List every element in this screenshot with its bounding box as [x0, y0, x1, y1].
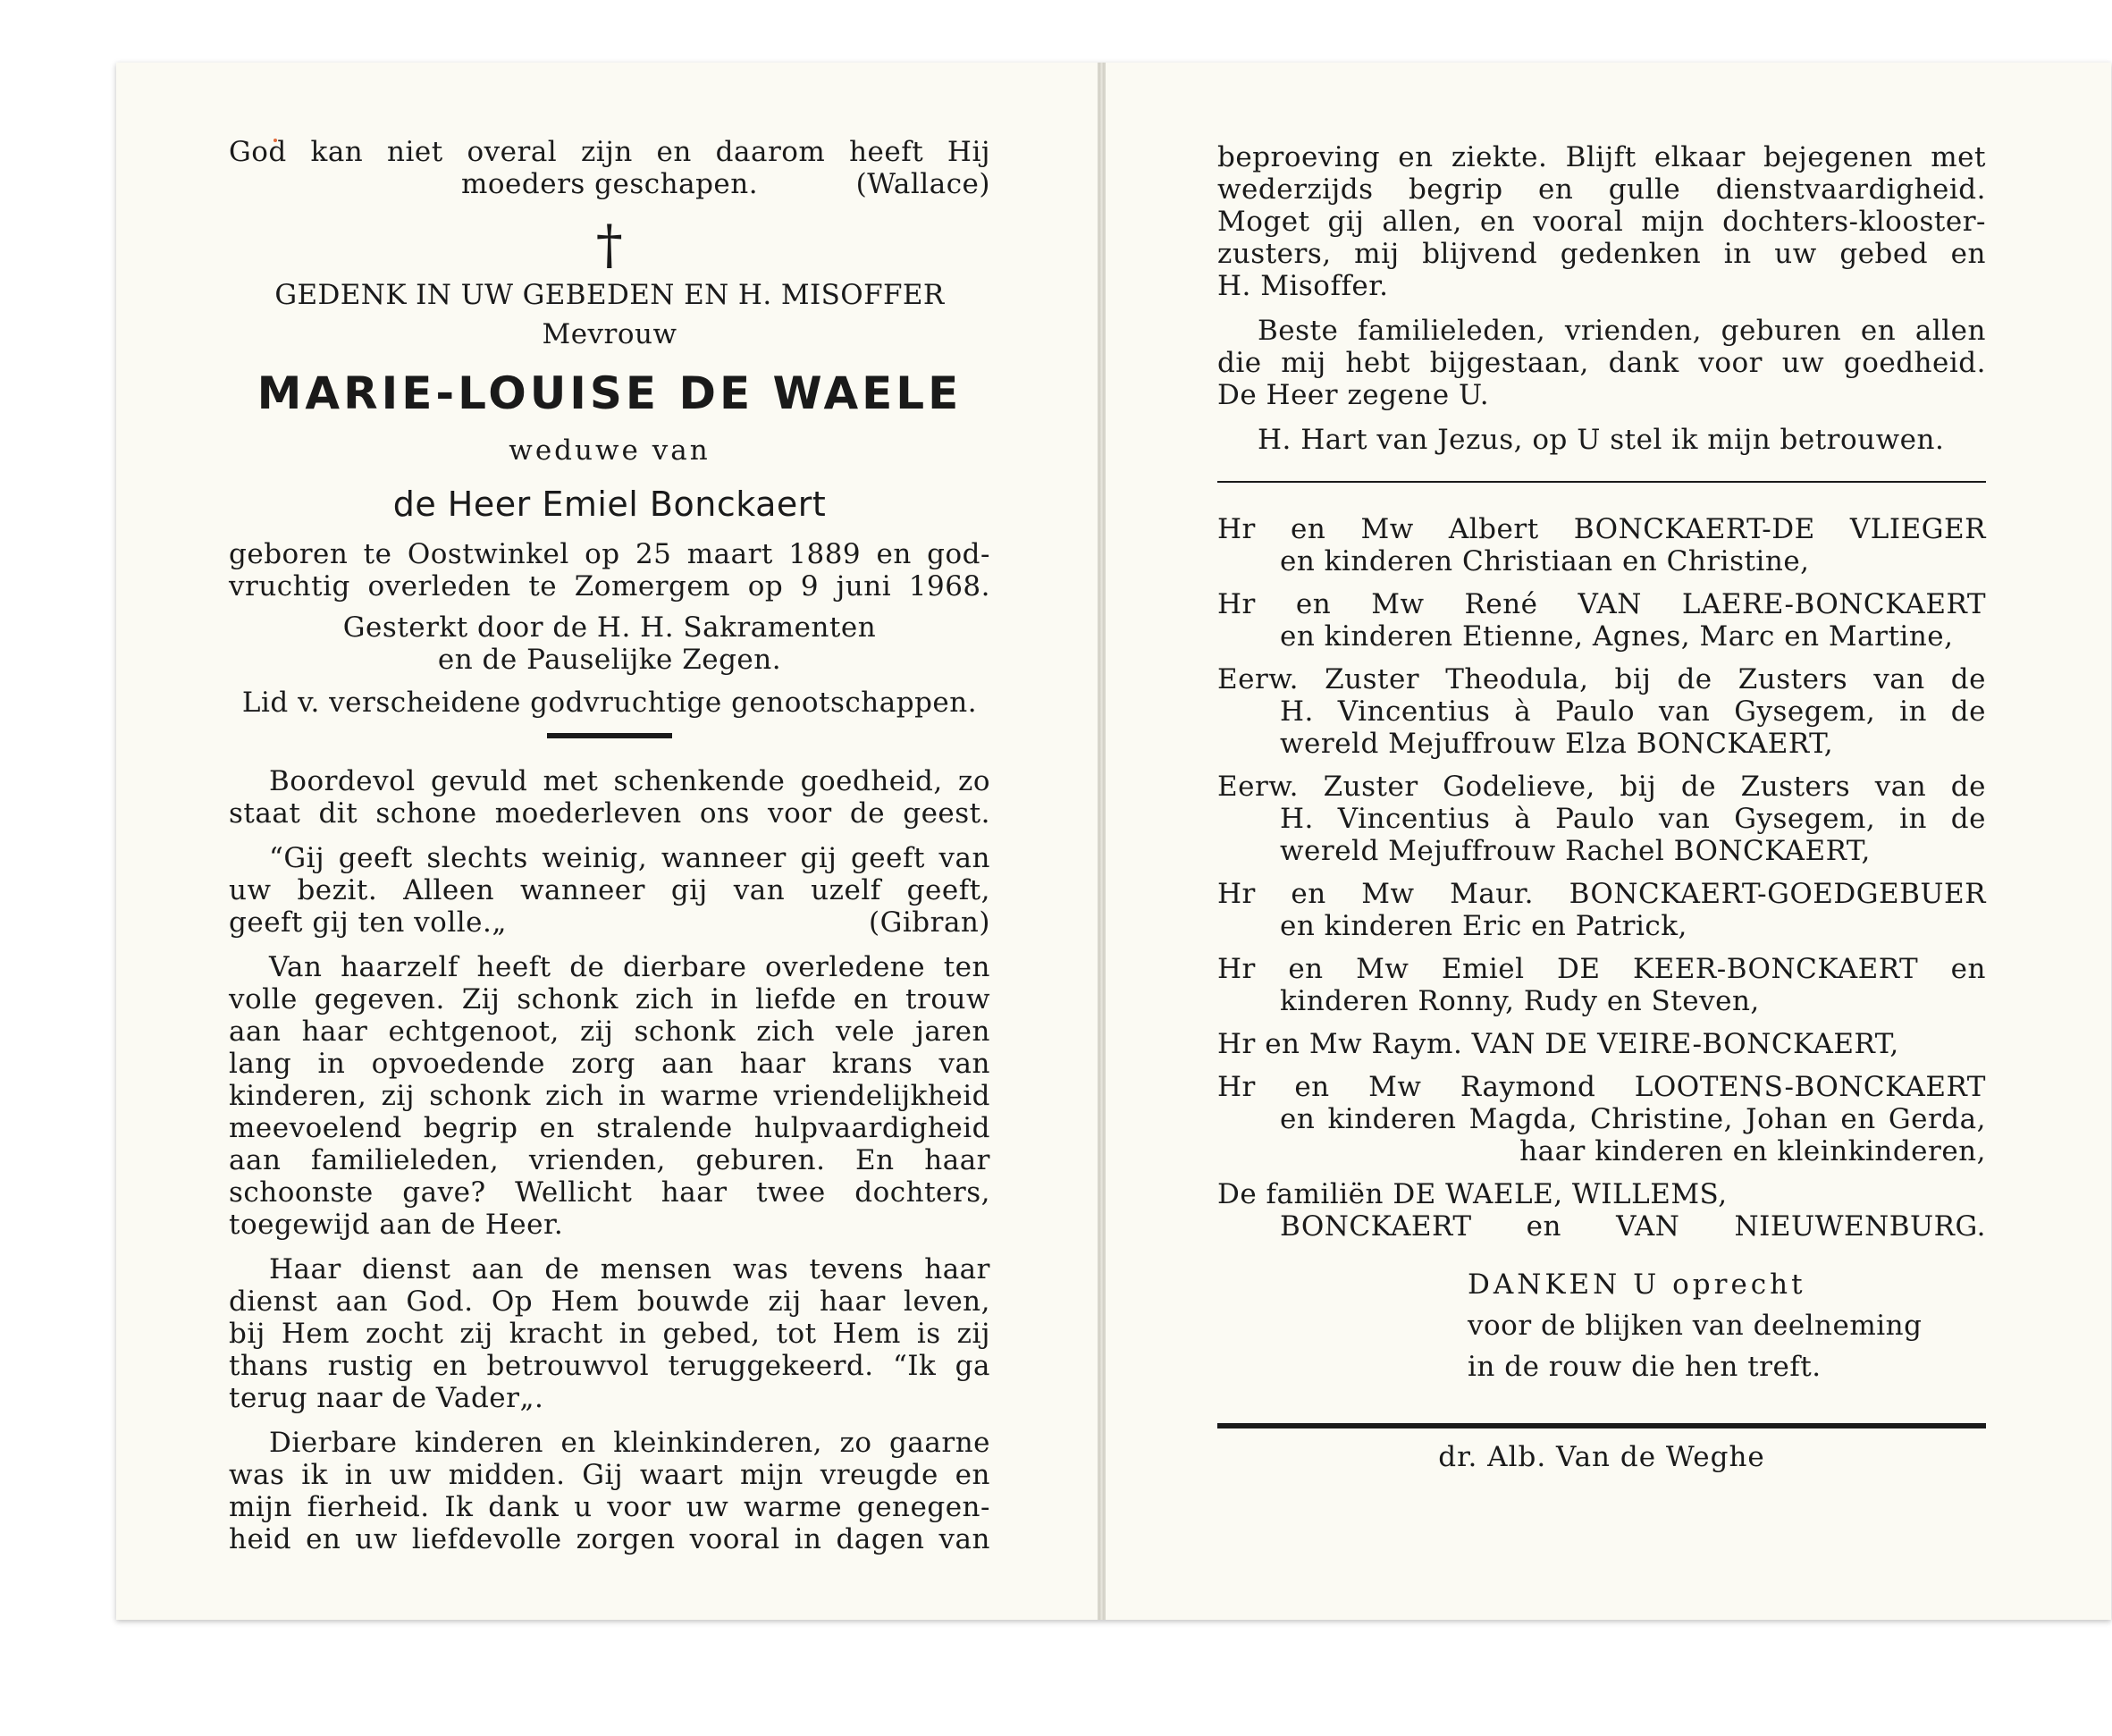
honorific: Mevrouw: [542, 318, 677, 350]
family-main: De familiën DE WAELE, WILLEMS,: [1217, 1178, 1728, 1210]
family-entry: [1217, 588, 1986, 653]
family-sub: BONCKAERT en VAN NIEUWENBURG.: [1280, 1210, 1986, 1243]
text-line: Haar dienst aan de mensen was tevens haar: [269, 1253, 990, 1285]
text-line: Gesterkt door de H. H. Sakramenten: [342, 611, 877, 644]
text-line: meevoelend begrip en stralende hulpvaardigheid: [229, 1112, 990, 1144]
text-line: mijn fierheid. Ik dank u voor uw warme genegen-: [229, 1491, 990, 1523]
epigraph-line: moeders geschapen.: [461, 168, 759, 200]
family-entry: [1217, 513, 1986, 577]
thanks-line: in de rouw die hen treft.: [1468, 1351, 1822, 1383]
paragraph-continued: [1217, 141, 1986, 302]
family-entry: [1217, 663, 1986, 760]
text-line: Beste familieleden, vrienden, geburen en allen: [1258, 315, 1986, 347]
prayer: H. Hart van Jezus, op U stel ik mijn betrouwen.: [1258, 424, 1945, 456]
membership: Lid v. verscheidene godvruchtige genootschappen.: [241, 687, 978, 719]
right-content: [1217, 141, 1986, 1473]
family-sub: en kinderen Eric en Patrick,: [1280, 910, 1687, 942]
text-line: lang in opvoedende zorg aan haar krans van: [229, 1048, 990, 1080]
quote-last-line: [229, 906, 990, 939]
widow-of: weduwe van: [509, 434, 711, 467]
left-content: [229, 136, 990, 1555]
family-main: Hr en Mw Emiel DE KEER-BONCKAERT en: [1217, 953, 1986, 985]
deceased-name: MARIE-LOUISE DE WAELE: [257, 367, 963, 419]
family-sub: en kinderen Christiaan en Christine,: [1280, 545, 1810, 577]
family-sub: haar kinderen en kleinkinderen,: [1519, 1135, 1986, 1167]
family-entry: [1217, 1178, 1986, 1243]
text-line: Van haarzelf heeft de dierbare overledene ten: [269, 951, 990, 983]
text-line: heid en uw liefdevolle zorgen vooral in dagen van: [229, 1523, 990, 1555]
paragraph-thanks: [1217, 315, 1986, 411]
epigraph-source: (Wallace): [855, 168, 990, 200]
text-line: schoonste gave? Wellicht haar twee dochters,: [229, 1176, 990, 1209]
right-panel: [1104, 63, 2111, 1620]
family-list: [1217, 513, 1986, 1243]
quote-source: (Gibran): [869, 906, 990, 939]
text-line: beproeving en ziekte. Blijft elkaar bejegenen met: [1217, 141, 1986, 173]
thanks-line: DANKEN U oprecht: [1468, 1268, 1806, 1301]
text-line: kinderen, zij schonk zich in warme vriendelijkheid: [229, 1080, 990, 1112]
text-line: Dierbare kinderen en kleinkinderen, zo gaarne: [269, 1427, 990, 1459]
text-line: staat dit schone moederleven ons voor de geest.: [229, 797, 990, 830]
text-line: bij Hem zocht zij kracht in gebed, tot Hem is zij: [229, 1318, 990, 1350]
text-line: H. Misoffer.: [1217, 270, 1389, 302]
text-line: uw bezit. Alleen wanneer gij van uzelf geeft,: [229, 874, 990, 906]
family-sub: en kinderen Magda, Christine, Johan en Gerda,: [1280, 1103, 1986, 1135]
text-line: “Gij geeft slechts weinig, wanneer gij geeft van: [269, 842, 990, 874]
paragraph-4: [229, 1253, 990, 1414]
heading: GEDENK IN UW GEBEDEN EN H. MISOFFER: [274, 279, 945, 311]
text-line: was ik in uw midden. Gij waart mijn vreugde en: [229, 1459, 990, 1491]
paragraph-1: [229, 765, 990, 830]
family-sub: wereld Mejuffrouw Elza BONCKAERT,: [1280, 728, 1834, 760]
thanks-line: voor de blijken van deelneming: [1468, 1310, 1923, 1342]
family-sub: en kinderen Etienne, Agnes, Marc en Martine,: [1280, 620, 1954, 653]
family-entry: [1217, 1071, 1986, 1167]
family-entry: [1217, 771, 1986, 867]
divider: [547, 733, 672, 738]
divider: [1217, 1423, 1986, 1428]
family-entry: [1217, 953, 1986, 1017]
family-main: Eerw. Zuster Theodula, bij de Zusters van de: [1217, 663, 1986, 695]
text-line: geeft gij ten volle.„: [229, 906, 507, 939]
text-line: terug naar de Vader„.: [229, 1382, 544, 1414]
text-line: De Heer zegene U.: [1217, 379, 1490, 411]
thanks-block: [1217, 1264, 1986, 1387]
text-line: volle gegeven. Zij schonk zich in liefde en trouw: [229, 983, 990, 1015]
cross-icon: †: [595, 214, 624, 276]
birth-death: [229, 538, 990, 603]
family-main: Eerw. Zuster Godelieve, bij de Zusters van de: [1217, 771, 1986, 803]
text-line: die mij hebt bijgestaan, dank voor uw goedheid.: [1217, 347, 1986, 379]
text-line: geboren te Oostwinkel op 25 maart 1889 en god-: [229, 538, 990, 570]
family-main: Hr en Mw Albert BONCKAERT-DE VLIEGER: [1217, 513, 1986, 545]
text-line: dienst aan God. Op Hem bouwde zij haar leven,: [229, 1285, 990, 1318]
husband-name: de Heer Emiel Bonckaert: [392, 485, 827, 524]
family-sub: H. Vincentius à Paulo van Gysegem, in de: [1280, 803, 1986, 835]
divider: [1217, 481, 1986, 483]
family-sub: wereld Mejuffrouw Rachel BONCKAERT,: [1280, 835, 1871, 867]
family-sub: kinderen Ronny, Rudy en Steven,: [1280, 985, 1760, 1017]
memorial-card: [116, 63, 2111, 1620]
epigraph-line: God kan niet overal zijn en daarom heeft Hij: [229, 136, 990, 168]
sacraments: [229, 611, 990, 676]
epigraph-line-2: [229, 168, 990, 200]
text-line: aan haar echtgenoot, zij schonk zich vele jaren: [229, 1015, 990, 1048]
gibran-quote: [229, 842, 990, 939]
text-line: thans rustig en betrouwvol teruggekeerd. “Ik ga: [229, 1350, 990, 1382]
text-line: Moget gij allen, en vooral mijn dochters-klooster-: [1217, 206, 1986, 238]
family-entry: [1217, 878, 1986, 942]
printer-credit: dr. Alb. Van de Weghe: [1438, 1441, 1765, 1473]
family-main: Hr en Mw Raym. VAN DE VEIRE-BONCKAERT,: [1217, 1028, 1899, 1060]
text-line: vruchtig overleden te Zomergem op 9 juni 1968.: [229, 570, 990, 603]
family-entry: [1217, 1028, 1986, 1060]
family-sub: H. Vincentius à Paulo van Gysegem, in de: [1280, 695, 1986, 728]
family-main: Hr en Mw René VAN LAERE-BONCKAERT: [1217, 588, 1986, 620]
text-line: Boordevol gevuld met schenkende goedheid, zo: [269, 765, 990, 797]
text-line: toegewijd aan de Heer.: [229, 1209, 564, 1241]
family-main: Hr en Mw Maur. BONCKAERT-GOEDGEBUER: [1217, 878, 1986, 910]
paragraph-3: [229, 951, 990, 1241]
text-line: aan familieleden, vrienden, geburen. En haar: [229, 1144, 990, 1176]
text-line: en de Pauselijke Zegen.: [437, 644, 782, 676]
text-line: wederzijds begrip en gulle dienstvaardigheid.: [1217, 173, 1986, 206]
left-panel: [116, 63, 1099, 1620]
family-main: Hr en Mw Raymond LOOTENS-BONCKAERT: [1217, 1071, 1986, 1103]
text-line: zusters, mij blijvend gedenken in uw gebed en: [1217, 238, 1986, 270]
paragraph-5: [229, 1427, 990, 1555]
epigraph: [229, 136, 990, 200]
